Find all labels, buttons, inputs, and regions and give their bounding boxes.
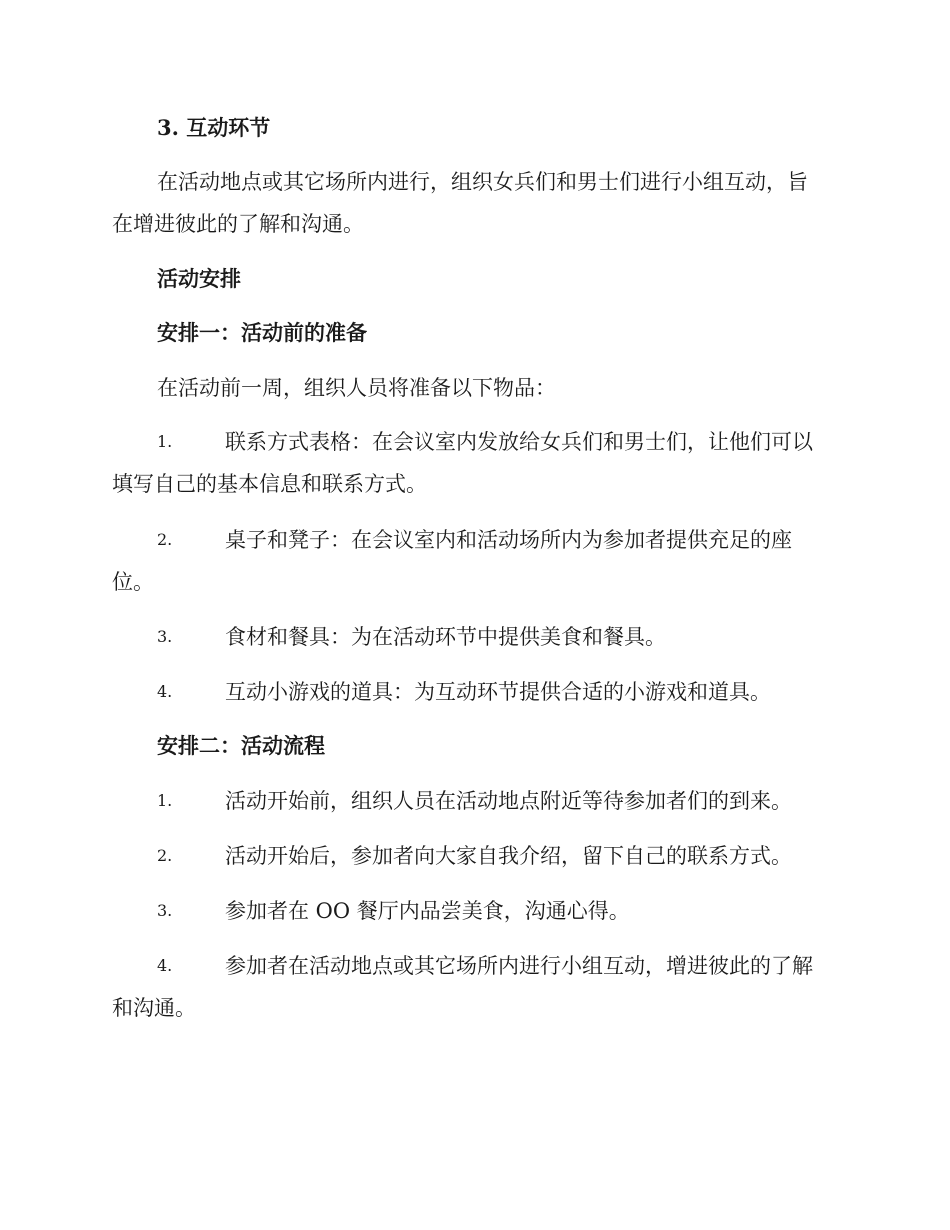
arrangement-heading: 活动安排: [157, 266, 241, 291]
arrangement-1-intro: 在活动前一周，组织人员将准备以下物品：: [157, 376, 556, 400]
list-item-continuation: 和沟通。: [112, 996, 196, 1020]
list-item-text: 参加者在 OO 餐厅内品尝美食，沟通心得。: [225, 899, 630, 923]
list-item-text: 联系方式表格：在会议室内发放给女兵们和男士们，让他们可以: [225, 430, 813, 454]
list-item: [112, 616, 837, 658]
list-number: 4.: [157, 956, 173, 975]
list-number: 1.: [157, 791, 173, 810]
list-item-text: 食材和餐具：为在活动环节中提供美食和餐具。: [225, 625, 666, 649]
list-number: 3.: [157, 901, 173, 920]
list-item-text: 互动小游戏的道具：为互动环节提供合适的小游戏和道具。: [225, 680, 771, 704]
list-item: [112, 780, 837, 822]
list-number: 4.: [157, 682, 173, 701]
section-heading: 3. 互动环节: [157, 115, 271, 140]
intro-paragraph-line-2: 在增进彼此的了解和沟通。: [112, 212, 364, 236]
list-number: 2.: [157, 846, 173, 865]
list-number: 1.: [157, 432, 173, 451]
list-item-text: 参加者在活动地点或其它场所内进行小组互动，增进彼此的了解: [225, 954, 813, 978]
arrangement-1-heading: 安排一：活动前的准备: [157, 320, 367, 345]
intro-paragraph-line-1: 在活动地点或其它场所内进行，组织女兵们和男士们进行小组互动，旨: [157, 170, 808, 194]
list-item: [112, 671, 837, 713]
list-item-text: 桌子和凳子：在会议室内和活动场所内为参加者提供充足的座: [225, 528, 792, 552]
list-item: [112, 421, 837, 463]
list-item-continuation: 位。: [112, 570, 154, 594]
arrangement-2-heading: 安排二：活动流程: [157, 733, 325, 758]
list-item: [112, 945, 837, 987]
list-item: [112, 519, 837, 561]
list-number: 3.: [157, 627, 173, 646]
list-item: [112, 835, 837, 877]
list-item-continuation: 填写自己的基本信息和联系方式。: [112, 472, 427, 496]
list-item-text: 活动开始后，参加者向大家自我介绍，留下自己的联系方式。: [225, 844, 792, 868]
list-number: 2.: [157, 530, 173, 549]
list-item: [112, 890, 837, 932]
list-item-text: 活动开始前，组织人员在活动地点附近等待参加者们的到来。: [225, 789, 792, 813]
